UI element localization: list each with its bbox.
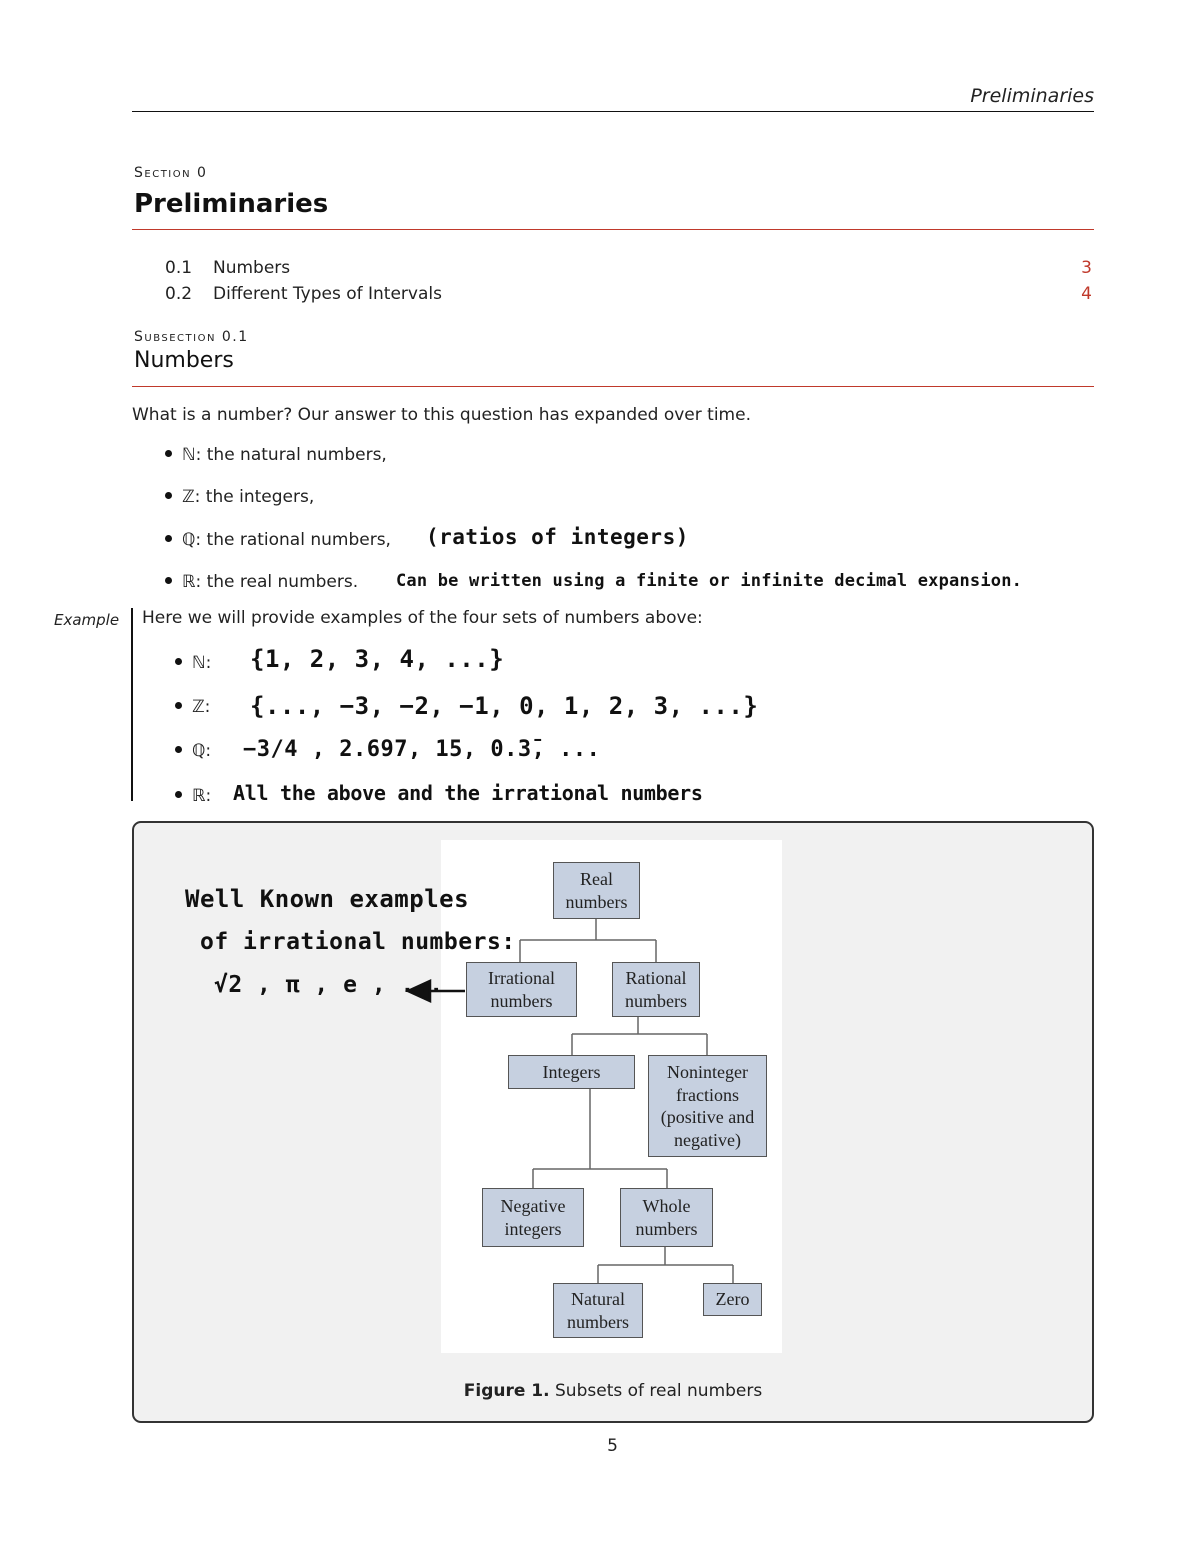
figure-label: Figure 1.: [463, 1381, 550, 1401]
set-symbol: ℤ: [182, 487, 195, 507]
handwritten-figure-note: √2 , π , e , ...: [214, 972, 444, 998]
toc-number: 0.1: [165, 258, 193, 278]
figure-caption: [132, 1381, 1094, 1401]
handwritten-figure-note: Well Known examples: [185, 885, 470, 913]
set-symbol: ℕ: [182, 445, 196, 465]
set-symbol: ℚ:: [192, 741, 212, 761]
section-kicker: Section 0: [134, 165, 208, 181]
handwritten-note-rational: (ratios of integers): [426, 525, 689, 549]
set-symbol: ℚ: [182, 530, 196, 550]
toc-link-intervals[interactable]: Different Types of Intervals: [213, 284, 442, 304]
toc-page-link[interactable]: 4: [1081, 284, 1092, 304]
set-symbol: ℝ:: [192, 786, 212, 806]
node-noninteger-fractions: Noninteger fractions (positive and negative): [648, 1055, 767, 1157]
example-intro: Here we will provide examples of the four sets of numbers above:: [142, 608, 703, 628]
set-description: : the natural numbers,: [195, 445, 387, 465]
handwritten-example-integers: {..., −3, −2, −1, 0, 1, 2, 3, ...}: [250, 692, 759, 720]
subsection-kicker: Subsection 0.1: [134, 329, 249, 345]
handwritten-example-real: All the above and the irrational numbers: [233, 781, 703, 805]
node-negative-integers: Negative integers: [482, 1188, 584, 1247]
set-description: : the real numbers.: [195, 572, 359, 592]
set-symbol: ℝ: [182, 572, 196, 592]
node-real-numbers: Real numbers: [553, 862, 640, 919]
handwritten-example-rational: −3/4 , 2.697, 15, 0.3̄, ...: [243, 737, 601, 762]
set-symbol: ℤ:: [192, 697, 211, 717]
handwritten-example-natural: {1, 2, 3, 4, ...}: [250, 645, 505, 673]
node-irrational-numbers: Irrational numbers: [466, 962, 577, 1017]
page-number: 5: [607, 1436, 618, 1456]
toc-link-numbers[interactable]: Numbers: [213, 258, 291, 278]
running-head: Preliminaries: [970, 85, 1094, 107]
handwritten-note-real: Can be written using a finite or infinite decimal expansion.: [396, 571, 1023, 591]
node-rational-numbers: Rational numbers: [612, 962, 700, 1017]
handwritten-figure-note: of irrational numbers:: [200, 929, 516, 955]
toc-number: 0.2: [165, 284, 193, 304]
section-title: Preliminaries: [134, 189, 329, 219]
subsection-title: Numbers: [134, 348, 234, 373]
node-whole-numbers: Whole numbers: [620, 1188, 713, 1247]
figure-caption-text: Subsets of real numbers: [555, 1381, 763, 1401]
node-zero: Zero: [703, 1283, 762, 1316]
set-symbol: ℕ:: [192, 653, 212, 673]
node-integers: Integers: [508, 1055, 635, 1089]
toc-page-link[interactable]: 3: [1081, 258, 1092, 278]
intro-paragraph: What is a number? Our answer to this question has expanded over time.: [132, 405, 751, 425]
set-description: : the integers,: [194, 487, 315, 507]
set-description: : the rational numbers,: [195, 530, 391, 550]
example-label: Example: [54, 611, 120, 629]
node-natural-numbers: Natural numbers: [553, 1283, 643, 1338]
